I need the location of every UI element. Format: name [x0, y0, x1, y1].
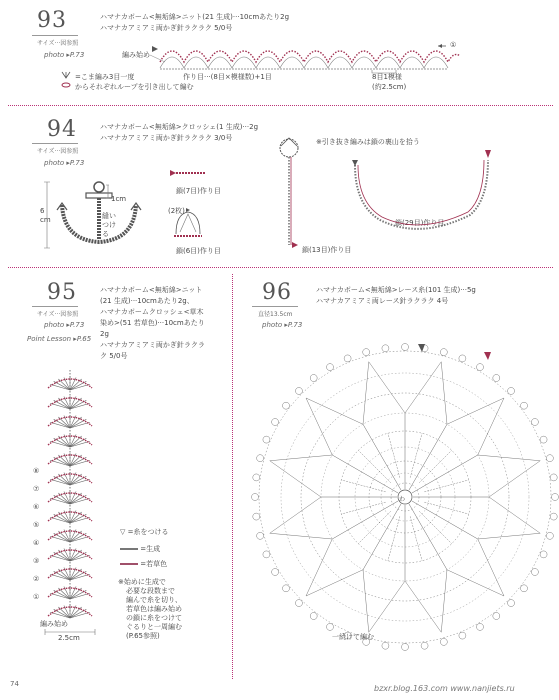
pattern-number-94: 94 — [47, 117, 77, 142]
row-number: ④ — [33, 539, 40, 547]
watermark: bzxr.blog.163.com www.nanjiets.ru — [374, 684, 515, 693]
legend-natural-text: =生成 — [140, 545, 161, 553]
doily-spoke — [424, 480, 468, 492]
material-line: ハマナカアミアミ両レース針ラクラク 4号 — [316, 297, 449, 305]
doily-picot — [508, 387, 515, 394]
footnote-line: の鎖に糸をつけて — [126, 614, 182, 622]
material-line: ハマナカボーム<無垢綿>ニット(21 生成)···10cmあたり2g — [100, 13, 290, 21]
legend-green-text: =若草色 — [140, 560, 168, 568]
legend-decrease: =こま編み3目一度 — [75, 73, 135, 81]
footnote-line: 必要な段数まで — [126, 587, 175, 595]
footnote-line: (P.65参照) — [126, 632, 160, 640]
doily-picot — [508, 600, 515, 607]
legend-loop: からそれぞれループを引き出して編む — [75, 83, 194, 91]
legend-attach-text: =糸をつける — [127, 528, 169, 536]
doily-spoke — [424, 502, 468, 514]
doily-picot — [521, 402, 528, 409]
photo-ref: photo ▸P.73 — [44, 159, 85, 167]
doily-picot — [295, 387, 302, 394]
doily-pineapple — [405, 362, 447, 424]
doily-picot — [402, 344, 409, 351]
doily-picot — [477, 623, 484, 630]
material-line: 染め>(51 若草色)···10cmあたり — [100, 319, 205, 327]
doily-picot — [257, 455, 264, 462]
page-number: 74 — [10, 680, 19, 688]
doily-picot — [252, 494, 259, 501]
repeat-label: 8目1模様 — [372, 73, 402, 81]
material-line: ハマナカボームクロッシェ<草木 — [100, 308, 204, 316]
size-label: サイズ···図参照 — [37, 40, 79, 47]
start-label-95: 編み始め — [40, 620, 68, 628]
doily-spoke — [388, 433, 400, 477]
doily-picot — [540, 551, 547, 558]
footnote-line: ※始めに生成で — [118, 578, 166, 586]
material-line: ハマナカボーム<無垢綿>レース糸(101 生成)···5g — [316, 286, 476, 294]
row-number: ⑥ — [33, 503, 40, 511]
doily-spoke — [341, 480, 385, 492]
material-line: ハマナカボーム<無垢綿>ニット — [100, 286, 203, 294]
doily-spoke — [410, 433, 422, 477]
doily-pineapple — [306, 539, 363, 596]
note-94: ※引き抜き編みは鎖の裏山を拾う — [316, 138, 420, 146]
doily-picot — [327, 623, 334, 630]
doily-picot — [272, 569, 279, 576]
doily-picot — [310, 374, 317, 381]
material-line: ハマナカアミアミ両かぎ針ラクラ — [100, 341, 205, 349]
repeat-length: (約2.5cm) — [372, 83, 407, 91]
photo-ref: photo ▸P.73 — [44, 321, 85, 329]
doily-spoke — [412, 455, 478, 493]
doily-spoke — [409, 424, 447, 490]
doily-picot — [344, 632, 351, 639]
rows-label: 作り目···(8目×模様数)+1目 — [183, 73, 272, 81]
doily-picot — [282, 402, 289, 409]
footnote-line: ぐるりと一周編む — [126, 623, 182, 631]
doily-picot — [253, 513, 260, 520]
doily-picot — [540, 436, 547, 443]
doily-picot — [327, 364, 334, 371]
size-label: サイズ···図参照 — [37, 148, 79, 155]
doily-picot — [493, 613, 500, 620]
doily-pineapple — [447, 539, 504, 596]
photo-ref: photo ▸P.73 — [262, 321, 303, 329]
material-line: ハマナカボーム<無垢綿>クロッシェ(1 生成)···2g — [100, 123, 259, 131]
doily-picot — [344, 355, 351, 362]
doily-pineapple — [447, 398, 504, 455]
material-line: ハマナカアミアミ両かぎ針ラクラク 5/0号 — [100, 24, 233, 32]
doily-spoke — [332, 501, 398, 539]
finish-label: 一続けて編む — [332, 633, 374, 641]
chain7-label: 鎖(7目)作り目 — [176, 187, 221, 195]
footnote-line: 編んで糸を切り、 — [126, 596, 182, 604]
dim-6cm: 6 cm — [40, 207, 51, 224]
doily-spoke — [409, 504, 447, 570]
doily-picot — [546, 532, 553, 539]
size-label: サイズ···図参照 — [37, 311, 79, 318]
material-line: (21 生成)···10cmあたり2g、 — [100, 297, 194, 305]
doily-spoke — [388, 516, 400, 560]
doily-picot — [459, 355, 466, 362]
doily-spoke — [358, 511, 391, 544]
material-line: ク 5/0号 — [100, 352, 128, 360]
pattern-number-95: 95 — [47, 280, 77, 305]
chain29-label: 鎖(29目)作り目 — [395, 219, 445, 227]
doily-picot — [477, 364, 484, 371]
row-number: ① — [33, 593, 40, 601]
doily-pineapple — [478, 497, 540, 539]
footnote-line: 若草色は編み始め — [126, 605, 182, 613]
doily-picot — [282, 585, 289, 592]
doily-picot — [272, 419, 279, 426]
doily-picot — [531, 419, 538, 426]
pattern-number-93: 93 — [37, 8, 67, 33]
doily-picot — [552, 494, 559, 501]
dim-1cm: 1cm — [111, 195, 127, 203]
material-line: 2g — [100, 330, 109, 338]
doily-picot — [382, 642, 389, 649]
start-label: 編み始め — [122, 51, 150, 59]
attach-marker — [418, 344, 425, 352]
two-pieces: (2枚) — [168, 207, 185, 215]
start-marker — [484, 352, 491, 360]
doily-picot — [382, 345, 389, 352]
doily-picot — [363, 638, 370, 645]
doily-picot — [546, 455, 553, 462]
center-ring-label: わ — [399, 496, 406, 503]
doily-spoke — [341, 502, 385, 514]
chain13-label: 鎖(13目)作り目 — [302, 246, 352, 254]
doily-pineapple — [363, 570, 405, 632]
sew-label: 縫いつける — [102, 212, 116, 238]
row-number: ⑧ — [33, 467, 40, 475]
doily-picot — [550, 513, 557, 520]
doily-picot — [257, 532, 264, 539]
doily-spoke — [332, 455, 398, 493]
doily-picot — [493, 374, 500, 381]
doily-spoke — [363, 504, 401, 570]
row-number: ③ — [33, 557, 40, 565]
pattern-number-96: 96 — [262, 280, 292, 305]
doily-picot — [263, 436, 270, 443]
doily-pineapple — [405, 570, 447, 632]
doily-picot — [402, 644, 409, 651]
doily-picot — [421, 642, 428, 649]
doily-spoke — [412, 501, 478, 539]
doily-picot — [531, 569, 538, 576]
photo-ref: photo ▸P.73 — [44, 51, 85, 59]
doily-picot — [440, 638, 447, 645]
circled-one: ① — [450, 41, 457, 49]
row-number: ⑦ — [33, 485, 40, 493]
doily-picot — [363, 349, 370, 356]
doily-picot — [521, 585, 528, 592]
doily-picot — [295, 600, 302, 607]
point-lesson: Point Lesson ▸P.65 — [27, 335, 92, 343]
doily-picot — [440, 349, 447, 356]
row-number: ② — [33, 575, 40, 583]
doily-picot — [550, 474, 557, 481]
width-label-95: 2.5cm — [58, 634, 80, 642]
size-label: 直径13.5cm — [258, 311, 293, 318]
doily-spoke — [363, 424, 401, 490]
chain6-label: 鎖(6目)作り目 — [176, 247, 221, 255]
doily-pineapple — [306, 398, 363, 455]
doily-spoke — [410, 516, 422, 560]
doily-pineapple — [478, 455, 540, 497]
doily-picot — [253, 474, 260, 481]
doily-picot — [310, 613, 317, 620]
doily-picot — [459, 632, 466, 639]
attach-icon: ▽ — [120, 528, 126, 536]
material-line: ハマナカアミアミ両かぎ針ラクラク 3/0号 — [100, 134, 233, 142]
doily-picot — [263, 551, 270, 558]
row-number: ⑤ — [33, 521, 40, 529]
